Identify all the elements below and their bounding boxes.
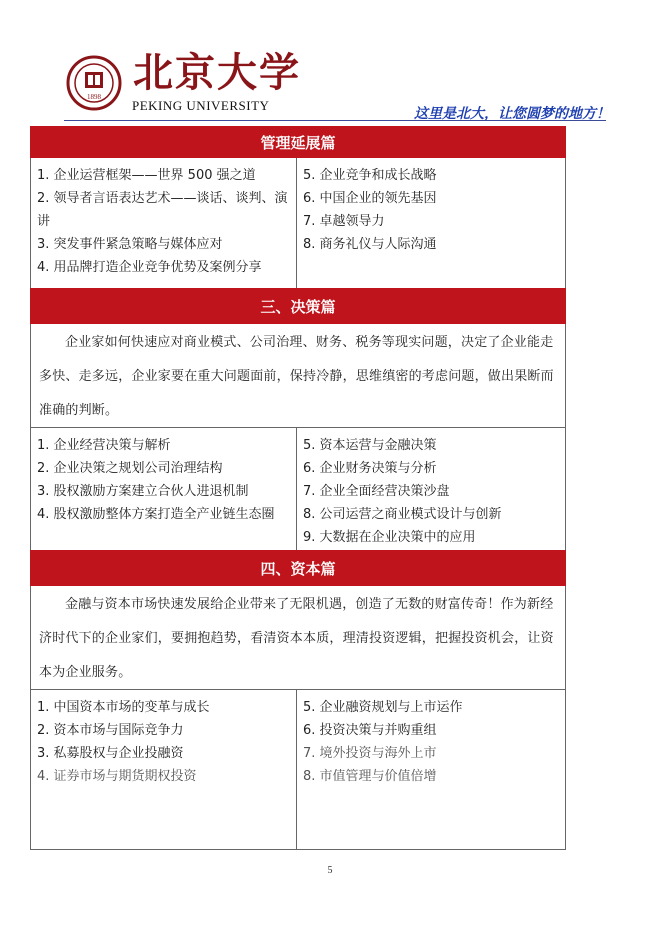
page-header — [0, 0, 660, 124]
section-title-text: 管理延展篇 — [260, 133, 336, 152]
list-item: 8. 商务礼仪与人际沟通 — [303, 237, 437, 252]
slogan: 这里是北大，让您圆梦的地方！ — [414, 106, 610, 122]
peking-university-seal-icon — [66, 55, 122, 111]
section-management-items — [30, 158, 566, 288]
list-item: 3. 股权激励方案建立合伙人进退机制 — [37, 484, 249, 499]
section-decision-items — [30, 428, 566, 550]
list-item: 5. 企业融资规划与上市运作 — [303, 700, 463, 715]
section-title-decision — [30, 288, 566, 324]
list-item: 8. 公司运营之商业模式设计与创新 — [303, 507, 502, 522]
list-item: 7. 卓越领导力 — [303, 214, 385, 229]
seal-year: 1898 — [87, 93, 101, 101]
list-item: 3. 私募股权与企业投融资 — [37, 746, 184, 761]
right-column — [297, 428, 565, 550]
right-column — [297, 690, 565, 849]
list-item: 5. 资本运营与金融决策 — [303, 438, 437, 453]
section-capital-intro — [30, 586, 566, 690]
section-title-text: 三、决策篇 — [260, 297, 336, 316]
list-item: 4. 证券市场与期货期权投资 — [37, 769, 197, 784]
list-item: 2. 企业决策之规划公司治理结构 — [37, 461, 223, 476]
section-title-text: 四、资本篇 — [260, 559, 336, 578]
page-number: 5 — [327, 865, 333, 876]
section-capital-items — [30, 690, 566, 850]
list-item: 6. 企业财务决策与分析 — [303, 461, 437, 476]
left-column — [31, 158, 297, 288]
list-item: 8. 市值管理与价值倍增 — [303, 769, 437, 784]
list-item: 1. 企业经营决策与解析 — [37, 438, 171, 453]
logo-chinese-name: 北京大学 — [133, 49, 301, 96]
left-column — [31, 428, 297, 550]
header-divider — [64, 120, 606, 121]
list-item: 2. 资本市场与国际竞争力 — [37, 723, 184, 738]
list-item: 1. 企业运营框架——世界 500 强之道 — [37, 168, 256, 183]
list-item: 7. 企业全面经营决策沙盘 — [303, 484, 450, 499]
list-item: 1. 中国资本市场的变革与成长 — [37, 700, 210, 715]
list-item: 4. 用品牌打造企业竞争优势及案例分享 — [37, 260, 262, 275]
list-item: 3. 突发事件紧急策略与媒体应对 — [37, 237, 223, 252]
intro-paragraph: 金融与资本市场快速发展给企业带来了无限机遇，创造了无数的财富传奇！作为新经济时代下的企业家们，要拥抱趋势，看清资本本质，理清投资逻辑，把握投资机会，让资本为企业服务。 — [39, 597, 554, 680]
list-item: 4. 股权激励整体方案打造全产业链生态圈 — [37, 507, 275, 522]
intro-paragraph: 企业家如何快速应对商业模式、公司治理、财务、税务等现实问题，决定了企业能走多快、走多远，企业家要在重大问题面前，保持冷静，思维缜密的考虑问题，做出果断而准确的判断。 — [39, 335, 554, 418]
list-item: 6. 投资决策与并购重组 — [303, 723, 437, 738]
section-decision-intro — [30, 324, 566, 428]
list-item: 5. 企业竞争和成长战略 — [303, 168, 437, 183]
left-column — [31, 690, 297, 849]
list-item: 6. 中国企业的领先基因 — [303, 191, 437, 206]
list-item: 2. 领导者言语表达艺术——谈话、谈判、演讲 — [37, 191, 288, 229]
section-title-management — [30, 126, 566, 158]
list-item: 7. 境外投资与海外上市 — [303, 746, 437, 761]
logo-english-name: PEKING UNIVERSITY — [132, 98, 270, 113]
section-title-capital — [30, 550, 566, 586]
list-item: 9. 大数据在企业决策中的应用 — [303, 530, 476, 545]
right-column — [297, 158, 565, 288]
